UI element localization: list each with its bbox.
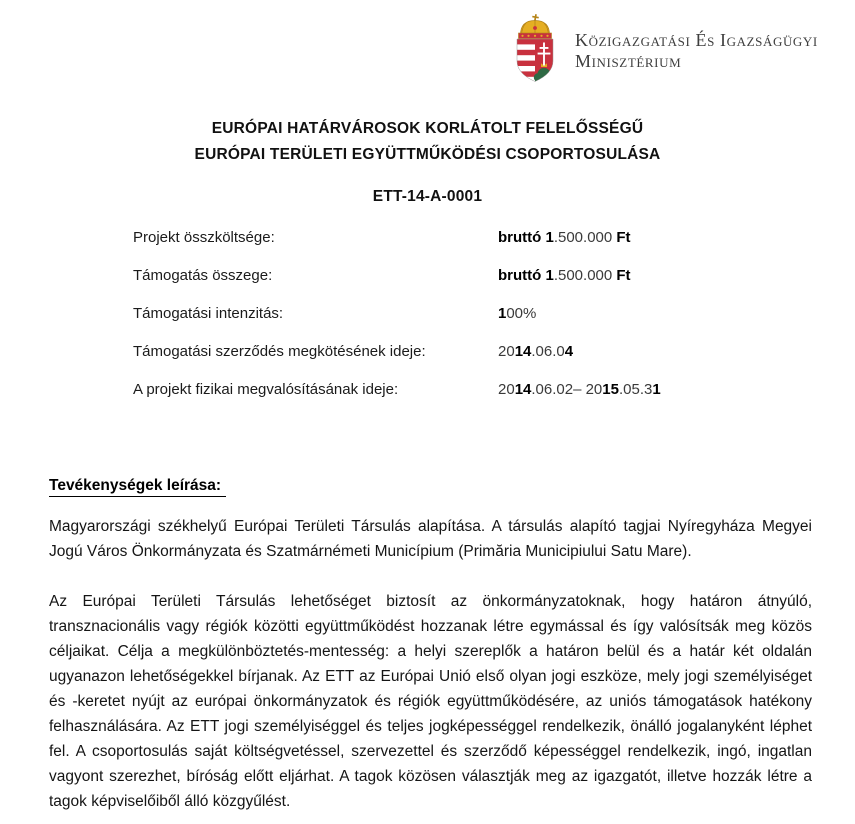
- ministry-logo: [512, 14, 818, 82]
- holy-crown: [519, 14, 552, 39]
- hungary-coat-of-arms-icon: [512, 14, 558, 82]
- detail-row-grant-intensity: [133, 305, 661, 343]
- detail-row-total-cost: [133, 229, 661, 267]
- detail-row-implementation-period: [133, 381, 661, 419]
- detail-label: Támogatási szerződés megkötésének ideje:: [133, 343, 426, 360]
- detail-label: Támogatás összege:: [133, 267, 273, 284]
- project-code: ETT-14-A-0001: [372, 188, 483, 205]
- detail-value: 2014.06.04: [498, 343, 574, 360]
- project-details: [133, 229, 661, 419]
- detail-row-contract-date: [133, 343, 661, 381]
- ministry-name-line2: Minisztérium: [575, 51, 682, 71]
- detail-value: bruttó 1.500.000 Ft: [498, 229, 631, 246]
- activities-paragraph-2: Az Európai Területi Társulás lehetőséget biztosít az önkormányzatoknak, hogy határon átnyúló, transznacionális vagy régiók közötti együttműködést hozzanak létre egymással és így valósítsák meg közös céljaikat. Célja a megkülönböztetés-mentesség: a helyi szereplők a határon belül és a határ két oldalán ugyanazon lehetőségekkel bírjanak. Az ETT az Európai Unió első olyan jogi eszköze, mely jogi személyiséget és -keretet nyújt az európai önkormányzatok és régiók együttműködésére, az uniós támogatások hatékony felhasználására. Az ETT jogi személyiséggel és teljes jogképességgel rendelkezik, önálló jogalanyként léphet fel. A csoportosulás saját költségvetéssel, szervezettel és szerződő képességgel rendelkezik, ingó, ingatlan vagyont szerezhet, bíróság előtt eljárhat. A tagok közösen választják meg az igazgatót, illetve hozzák létre a tagok képviselőiből álló közgyűlést.: [49, 593, 812, 810]
- detail-label: Projekt összköltsége:: [133, 229, 275, 246]
- activities-section: [49, 477, 812, 814]
- title-line1: EURÓPAI HATÁRVÁROSOK KORLÁTOLT FELELŐSSÉGŰ: [211, 120, 644, 137]
- detail-label: A projekt fizikai megvalósításának ideje:: [133, 381, 399, 398]
- document-title: [0, 116, 855, 210]
- activities-heading: Tevékenységek leírása:: [49, 477, 226, 497]
- shield: [517, 39, 554, 82]
- detail-row-grant-amount: [133, 267, 661, 305]
- detail-value: bruttó 1.500.000 Ft: [498, 267, 631, 284]
- ministry-name-line1: Közigazgatási És Igazságügyi: [575, 30, 818, 50]
- detail-value: 2014.06.02– 2015.05.31: [498, 381, 661, 398]
- activities-paragraph-1: Magyarországi székhelyű Európai Területi Társulás alapítása. A társulás alapító tagjai Nyíregyháza Megyei Jogú Város Önkormányzata és Szatmárnémeti Municípium (Primăria Municipiului Satu Mare).: [49, 518, 812, 560]
- detail-label: Támogatási intenzitás:: [133, 305, 284, 322]
- ministry-name: [575, 30, 818, 72]
- detail-value: 100%: [498, 305, 537, 322]
- title-line2: EURÓPAI TERÜLETI EGYÜTTMŰKÖDÉSI CSOPORTOSULÁSA: [194, 146, 661, 163]
